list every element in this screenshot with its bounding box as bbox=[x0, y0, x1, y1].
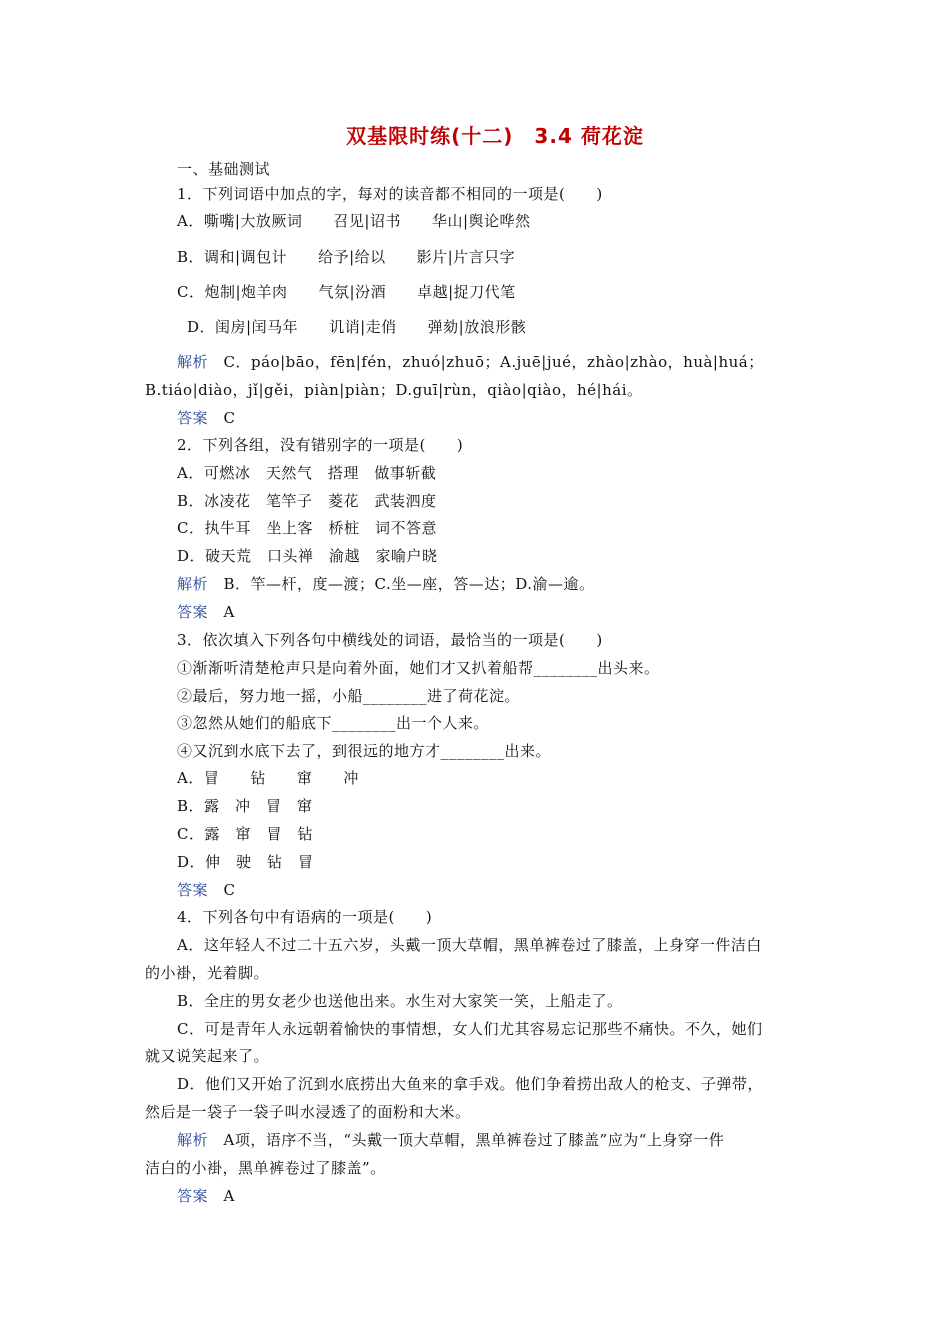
question-4-option-d-cont: 然后是一袋子一袋子叫水浸透了的面粉和大米。 bbox=[145, 1103, 471, 1121]
question-1-option-a: A．嘶嘴|大放厥词 召见|诏书 华山|舆论哗然 bbox=[177, 212, 531, 230]
question-3: 3．依次填入下列各句中横线处的词语，最恰当的一项是( ) bbox=[177, 631, 603, 649]
question-2-option-d: D．破天荒 口头禅 渝越 家喻户晓 bbox=[177, 547, 438, 565]
question-3-option-a: A．冒 钻 窜 冲 bbox=[177, 769, 359, 787]
question-4-analysis-cont: 洁白的小褂，黑单裤卷过了膝盖”。 bbox=[145, 1159, 386, 1177]
question-4-option-b: B．全庄的男女老少也送他出来。水生对大家笑一笑，上船走了。 bbox=[177, 992, 623, 1010]
answer-text: A bbox=[208, 603, 235, 621]
question-4-option-a: A．这年轻人不过二十五六岁，头戴一顶大草帽，黑单裤卷过了膝盖，上身穿一件洁白 bbox=[177, 936, 762, 954]
answer-label: 答案 bbox=[177, 1187, 209, 1205]
section-heading: 一、基础测试 bbox=[177, 160, 271, 178]
analysis-text: B．竿—杆，度—渡；C.坐—座，答—达；D.渝—逾。 bbox=[208, 575, 595, 593]
question-4-option-a-cont: 的小褂，光着脚。 bbox=[145, 964, 270, 982]
question-2-analysis bbox=[177, 574, 595, 594]
question-1-analysis-cont: B.tiáo|diào，jǐ|gěi，piàn|piàn；D.guī|rùn，qiào|qiào，hé|hái。 bbox=[145, 381, 643, 399]
answer-label: 答案 bbox=[177, 409, 209, 427]
question-2-option-b: B．冰凌花 笔竿子 菱花 武装泗度 bbox=[177, 492, 437, 510]
answer-label: 答案 bbox=[177, 603, 209, 621]
question-3-option-c: C．露 窜 冒 钻 bbox=[177, 825, 313, 843]
question-2-option-c: C．执牛耳 坐上客 桥桩 词不答意 bbox=[177, 519, 437, 537]
answer-text: A bbox=[208, 1187, 235, 1205]
analysis-label: 解析 bbox=[177, 353, 209, 371]
answer-text: C bbox=[208, 409, 236, 427]
analysis-label: 解析 bbox=[177, 1131, 209, 1149]
analysis-label: 解析 bbox=[177, 575, 209, 593]
question-2: 2．下列各组，没有错别字的一项是( ) bbox=[177, 436, 464, 454]
analysis-text: A项，语序不当，“头戴一顶大草帽，黑单裤卷过了膝盖”应为“上身穿一件 bbox=[208, 1131, 725, 1149]
question-2-answer bbox=[177, 602, 235, 622]
question-4-option-d: D．他们又开始了沉到水底捞出大鱼来的拿手戏。他们争着捞出敌人的枪支、子弹带， bbox=[177, 1075, 764, 1093]
question-1: 1．下列词语中加点的字，每对的读音都不相同的一项是( ) bbox=[177, 185, 603, 203]
question-3-sentence-1: ①渐渐听清楚枪声只是向着外面，她们才又扒着船帮________出头来。 bbox=[177, 659, 660, 677]
question-1-option-b: B．调和|调包计 给予|给以 影片|片言只字 bbox=[177, 248, 516, 266]
question-3-option-d: D．伸 驶 钻 冒 bbox=[177, 853, 314, 871]
question-2-option-a: A．可燃冰 天然气 搭理 做事斩截 bbox=[177, 464, 437, 482]
question-1-option-d: D．闺房|闰马年 讥诮|走俏 弹劾|放浪形骸 bbox=[187, 318, 527, 336]
question-3-sentence-3: ③忽然从她们的船底下________出一个人来。 bbox=[177, 714, 490, 732]
question-1-analysis bbox=[177, 352, 764, 372]
question-1-answer bbox=[177, 408, 236, 428]
page-title: 双基限时练(十二) 3.4 荷花淀 bbox=[346, 124, 644, 148]
question-4-analysis bbox=[177, 1130, 724, 1150]
answer-label: 答案 bbox=[177, 881, 209, 899]
question-4-answer bbox=[177, 1186, 235, 1206]
question-4-option-c-cont: 就又说笑起来了。 bbox=[145, 1047, 270, 1065]
question-4: 4．下列各句中有语病的一项是( ) bbox=[177, 908, 433, 926]
analysis-text: C．páo|bāo，fēn|fén，zhuó|zhuō；A.juē|jué，zhào|zhào，huà|huá； bbox=[208, 353, 764, 371]
question-4-option-c: C．可是青年人永远朝着愉快的事情想，女人们尤其容易忘记那些不痛快。不久，她们 bbox=[177, 1020, 763, 1038]
question-3-option-b: B．露 冲 冒 窜 bbox=[177, 797, 313, 815]
question-3-sentence-2: ②最后，努力地一摇，小船________进了荷花淀。 bbox=[177, 687, 521, 705]
question-1-option-c: C．炮制|炮羊肉 气氛|汾酒 卓越|捉刀代笔 bbox=[177, 283, 516, 301]
question-3-sentence-4: ④又沉到水底下去了，到很远的地方才________出来。 bbox=[177, 742, 552, 760]
answer-text: C bbox=[208, 881, 236, 899]
question-3-answer bbox=[177, 880, 236, 900]
